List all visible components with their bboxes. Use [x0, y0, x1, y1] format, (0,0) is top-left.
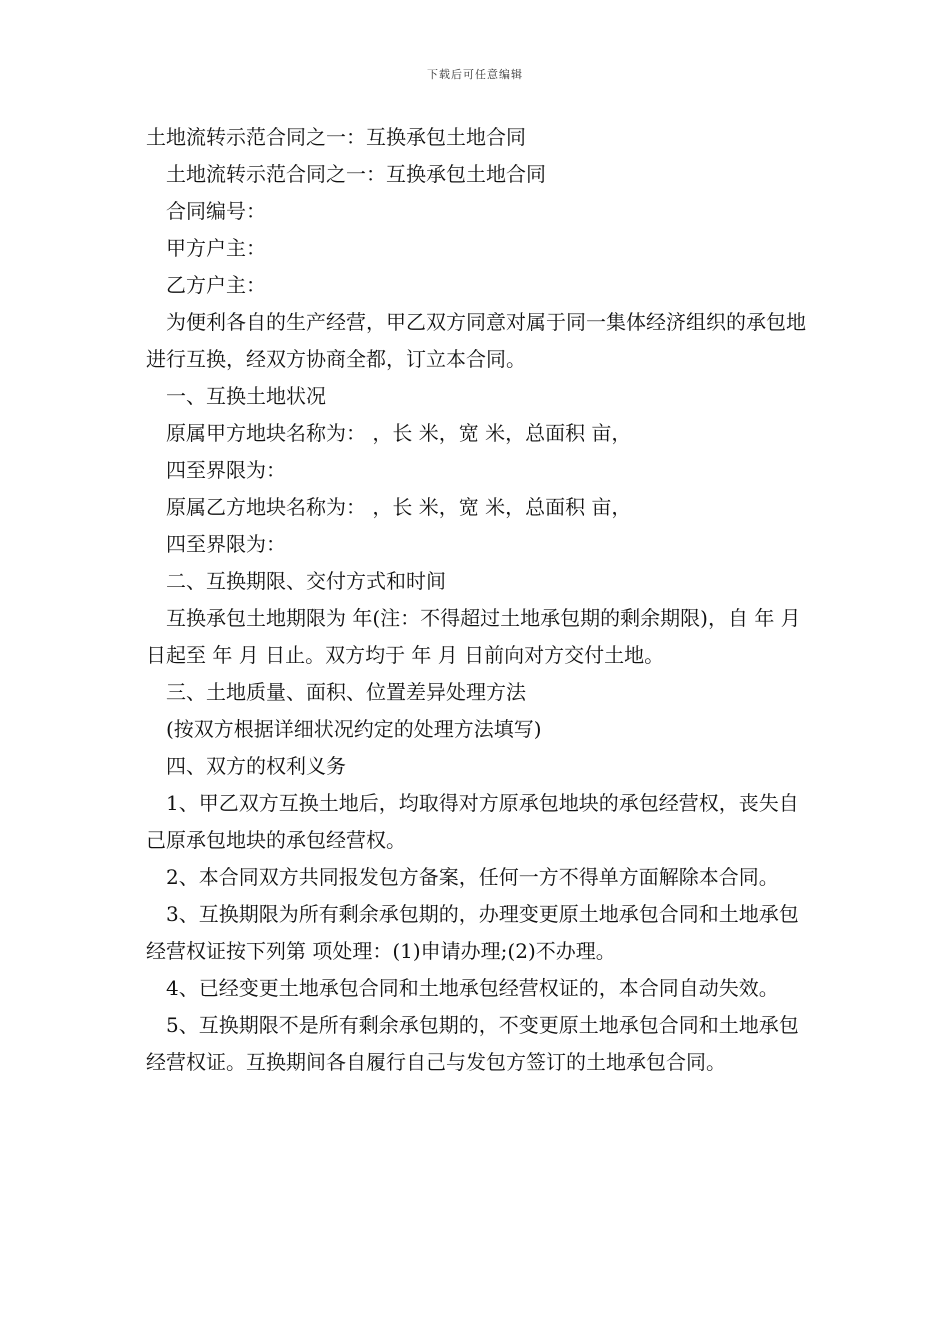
section-1-party-b-bounds: 四至界限为： — [166, 532, 286, 556]
party-a-field: 甲方户主： — [166, 236, 266, 260]
section-1-heading: 一、互换土地状况 — [166, 384, 326, 408]
section-1-party-a-bounds: 四至界限为： — [166, 458, 286, 482]
party-b-field: 乙方户主： — [166, 273, 266, 297]
contract-number-field: 合同编号： — [166, 199, 266, 223]
section-4-heading: 四、双方的权利义务 — [166, 754, 346, 778]
section-4-item-2: 2、本合同双方共同报发包方备案，任何一方不得单方面解除本合同。 — [166, 865, 779, 889]
document-title: 土地流转示范合同之一：互换承包土地合同 — [146, 125, 526, 149]
section-1-party-b-land: 原属乙方地块名称为： ，长 米，宽 米，总面积 亩， — [166, 495, 632, 519]
section-2-heading: 二、互换期限、交付方式和时间 — [166, 569, 446, 593]
section-4-item-3: 3、互换期限为所有剩余承包期的，办理变更原土地承包合同和土地承包经营权证按下列第 项处理：(1)申请办理;(2)不办理。 — [146, 902, 799, 963]
section-3-paragraph: (按双方根据详细状况约定的处理方法填写) — [166, 717, 542, 741]
section-1-party-a-land: 原属甲方地块名称为： ，长 米，宽 米，总面积 亩， — [166, 421, 632, 445]
header-note: 下载后可任意编辑 — [427, 68, 523, 81]
section-2-paragraph: 互换承包土地期限为 年(注：不得超过土地承包期的剩余期限)，自 年 月 日起至 年 月 日止。双方均于 年 月 日前向对方交付土地。 — [146, 606, 801, 667]
section-4-item-5: 5、互换期限不是所有剩余承包期的，不变更原土地承包合同和土地承包经营权证。互换期间各自履行自己与发包方签订的土地承包合同。 — [146, 1013, 799, 1074]
preamble-paragraph: 为便利各自的生产经营，甲乙双方同意对属于同一集体经济组织的承包地进行互换，经双方协商全都，订立本合同。 — [146, 310, 806, 371]
section-4-item-4: 4、已经变更土地承包合同和土地承包经营权证的，本合同自动失效。 — [166, 976, 779, 1000]
document-body — [146, 119, 810, 1081]
document-subtitle: 土地流转示范合同之一：互换承包土地合同 — [166, 162, 546, 186]
section-3-heading: 三、土地质量、面积、位置差异处理方法 — [166, 680, 526, 704]
section-4-item-1: 1、甲乙双方互换土地后，均取得对方原承包地块的承包经营权，丧失自己原承包地块的承包经营权。 — [146, 791, 799, 852]
